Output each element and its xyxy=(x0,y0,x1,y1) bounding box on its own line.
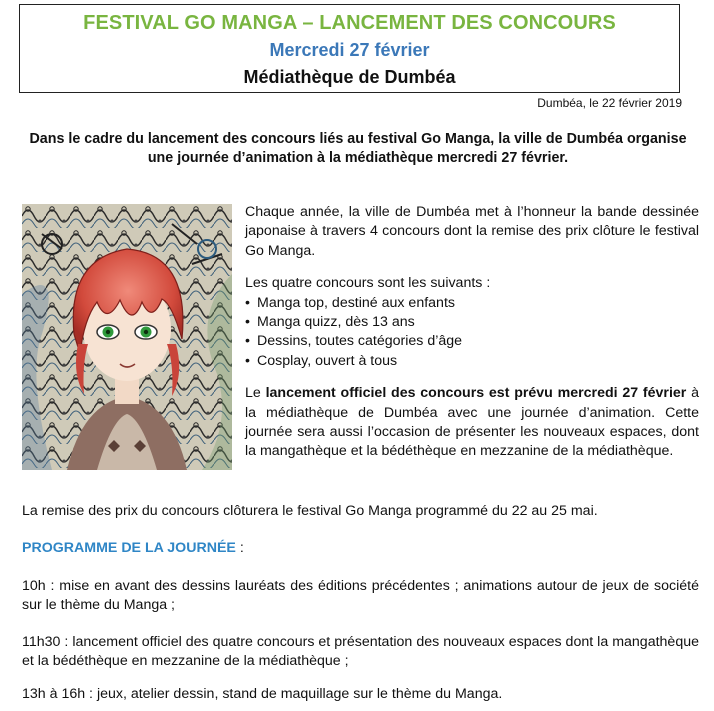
intro-paragraph: Dans le cadre du lancement des concours liés au festival Go Manga, la ville de Dumbéa organise une journée d’animation à la médiathèque mercredi 27 février. xyxy=(29,131,687,166)
intro-contests-paragraph: Chaque année, la ville de Dumbéa met à l’honneur la bande dessinée japonaise à travers 4 concours dont la remise des prix clôture le festival Go Manga. xyxy=(245,204,699,259)
launch-paragraph: Le lancement officiel des concours est prévu mercredi 27 février à la médiathèque de Dumbéa avec une journée d’animation. Cette journée sera aussi l’occasion de présenter les nouveaux espaces, dont la mangathèque et la bédéthèque en mezzanine de la médiathèque. xyxy=(245,385,699,460)
closing-paragraph: La remise des prix du concours clôturera le festival Go Manga programmé du 22 au 25 mai. xyxy=(22,503,598,519)
manga-illustration xyxy=(22,204,232,470)
programme-item: 11h30 : lancement officiel des quatre concours et présentation des nouveaux espaces dont la mangathèque et la bédéthèque en mezzanine de la médiathèque ; xyxy=(22,634,699,670)
list-item: • Manga quizz, dès 13 ans xyxy=(245,313,699,332)
contest-description xyxy=(245,203,699,462)
header-box xyxy=(19,4,680,93)
programme-item: 10h : mise en avant des dessins lauréats des éditions précédentes ; animations autour de jeux de société sur le thème du Manga ; xyxy=(22,578,699,614)
list-item: • Dessins, toutes catégories d’âge xyxy=(245,332,699,351)
bullet-icon: • xyxy=(245,333,250,350)
bullet-icon: • xyxy=(245,352,250,369)
event-date: Mercredi 27 février xyxy=(269,40,430,60)
bullet-icon: • xyxy=(245,314,250,331)
contest-list-intro: Les quatre concours sont les suivants : xyxy=(245,275,491,292)
list-item: • Cosplay, ouvert à tous xyxy=(245,352,699,371)
list-item: • Manga top, destiné aux enfants xyxy=(245,294,699,313)
programme-item: 13h à 16h : jeux, atelier dessin, stand de maquillage sur le thème du Manga. xyxy=(22,686,503,702)
launch-highlight: lancement officiel des concours est prévu mercredi 27 février xyxy=(265,385,687,402)
event-place: Médiathèque de Dumbéa xyxy=(243,67,456,87)
festival-title: FESTIVAL GO MANGA – LANCEMENT DES CONCOURS xyxy=(83,12,616,34)
bullet-icon: • xyxy=(245,294,250,311)
dateline: Dumbéa, le 22 février 2019 xyxy=(537,96,682,110)
programme-heading: PROGRAMME DE LA JOURNÉE : xyxy=(22,540,244,556)
